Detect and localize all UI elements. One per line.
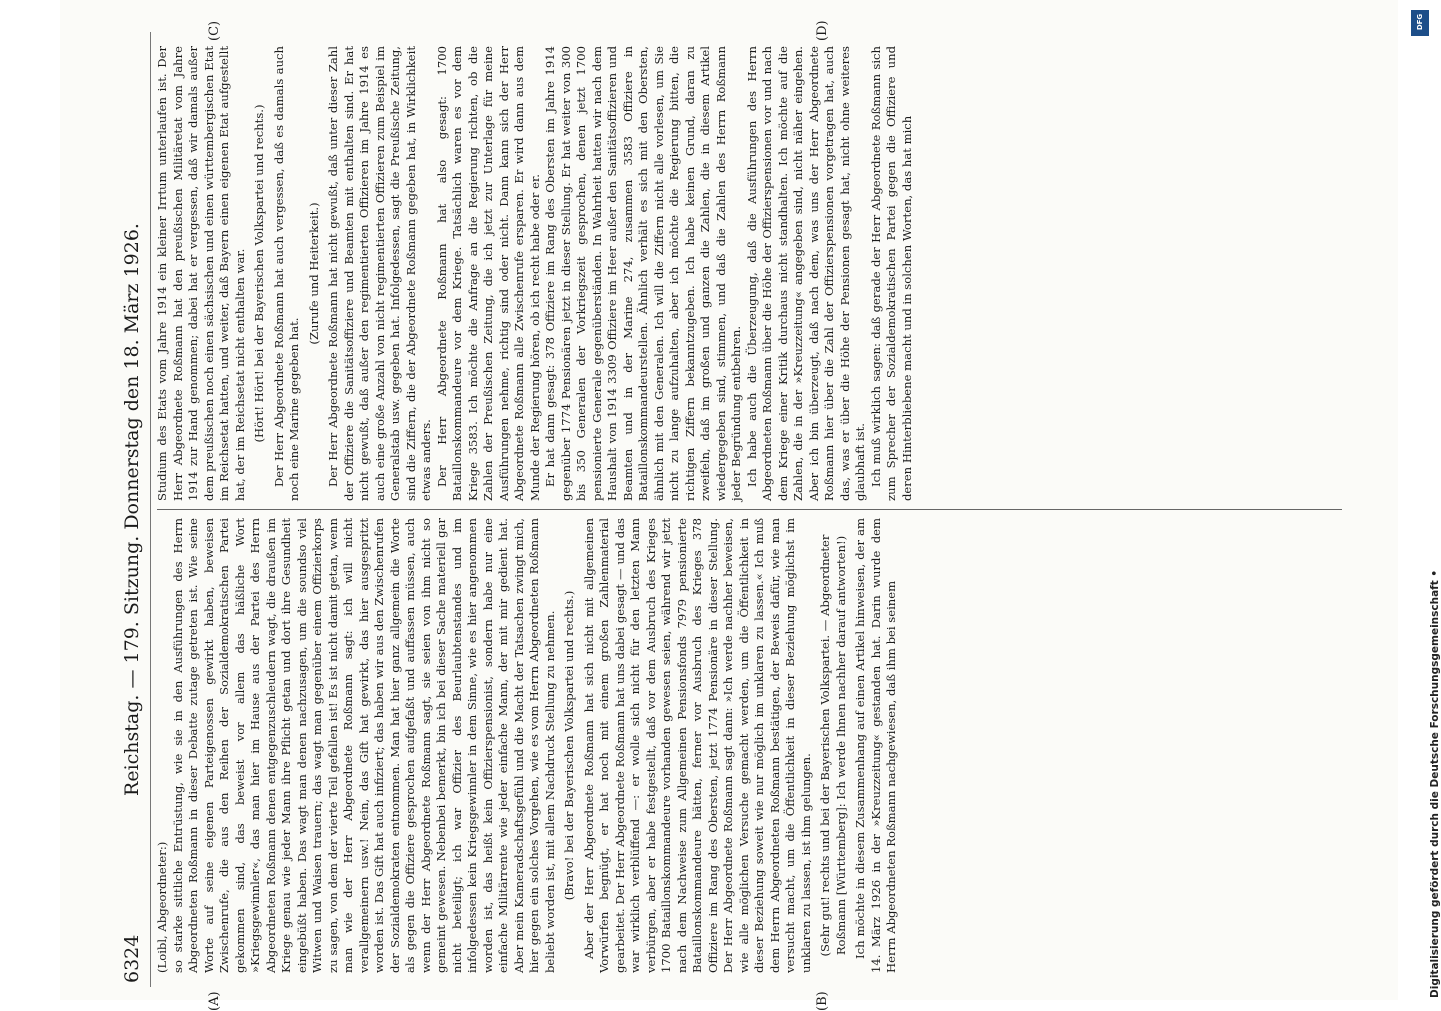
- speaker-line: (Loibl, Abgeordneter:): [155, 841, 169, 973]
- dfg-logo: DFG: [1411, 10, 1429, 36]
- paragraph: Der Herr Abgeordnete Roßmann hat also gesagt: 1700 Bataillonskommandeure vor dem Kriege. Tatsächlich waren es vor dem Kriege 3583. Ich möchte die Anfrage an die Regierung richten, ob die Zahlen der Preußischen Zeitung, die ich jetzt zur Unterlage für meine Ausführungen nehme, richtig sind oder nicht. Dann kann sich der Herr Abgeordnete Roßmann alle Zwischenrufe ersparen. Er wird dann aus dem Munde der Regierung hören, ob ich recht habe oder er.: [434, 46, 542, 501]
- margin-mark-d: (D): [815, 20, 830, 41]
- interjection: (Bravo! bei der Bayerischen Volkspartei und rechts.): [562, 590, 576, 901]
- margin-mark-c: (C): [207, 20, 222, 41]
- page-header: [115, 32, 149, 987]
- margin-mark-b: (B): [815, 991, 830, 1011]
- paragraph: Ich habe auch die Überzeugung, daß die Ausführungen des Herrn Abgeordneten Roßmann über die Höhe der Offizierspensionen vor und nach dem Kriege einer Kritik durchaus nicht standhalten. Ich möchte auf die Zahlen, die in der »Kreuzzeitung« angegeben sind, nicht näher eingehen. Aber ich bin überzeugt, daß nach dem, was uns der Herr Abgeordnete Roßmann hier über die Zahl der Offizierspensionen vorgetragen hat, auch das, was er über die Höhe der Pensionen gesagt hat, nicht ohne weiteres glaubhaft ist.: [744, 46, 867, 501]
- running-title: Reichstag. — 179. Sitzung. Donnerstag den 18. März 1926.: [121, 223, 143, 796]
- paragraph: Studium des Etats vom Jahre 1914 ein kleiner Irrtum unterlaufen ist. Der Herr Abgeordnete Roßmann hat den preußischen Militäretat vom Jahre 1914 zur Hand genommen; dabei hat er vergessen, daß wir damals außer dem preußischen noch einen sächsischen und einen württembergischen Etat im Reichsetat hatten, und weiter, daß Bayern einen eigenen Etat aufgestellt hat, der im Reichsetat nicht enthalten war.: [155, 46, 247, 501]
- paragraph: Aber der Herr Abgeordnete Roßmann hat sich nicht mit allgemeinen Vorwürfen begnügt, er hat noch mit einem großen Zahlenmaterial gearbeitet. Der Herr Abgeordnete Roßmann hat uns dabei gesagt — und das war wirklich verblüffend —: er wolle sich nicht für den letzten Mann verbürgen, aber er habe festgestellt, daß vor dem Ausbruch des Krieges 1700 Bataillonskommandeure vorhanden gewesen seien, während wir jetzt nach dem Nachweise zum Allgemeinen Pensionsfonds 7979 pensionierte Bataillonskommandeure hätten, ferner vor Ausbruch des Krieges 378 Offiziere im Rang des Obersten, jetzt 1774 Pensionäre in dieser Stellung. Der Herr Abgeordnete Roßmann sagt dann: »Ich werde nachher beweisen, wie alle möglichen Versuche gemacht werden, um die Öffentlichkeit in dieser Beziehung soweit wie nur möglich im unklaren zu lassen.« Ich muß dem Herrn Abgeordneten Roßmann bestätigen, der Beweis dafür, wie man versucht macht, um die Öffentlichkeit in dieser Beziehung möglichst im unklaren zu lassen, ist ihm gelungen.: [581, 518, 813, 973]
- paragraph: Er hat dann gesagt: 378 Offiziere im Rang des Obersten im Jahre 1914 gegenüber 1774 Pensionären jetzt in dieser Stellung. Er hat weiter von 300 bis 350 Generalen der Vorkriegszeit gesprochen, denen jetzt 1700 pensionierte Generale gegenüberständen. In Wahrheit hatten wir nach dem Haushalt von 1914 3309 Offiziere im Heer außer den Sanitätsoffizieren und Beamten und in der Marine 274, zusammen 3583 Offiziere in Bataillonskommandeurstellen. Ähnlich verhält es sich mit den Obersten, ähnlich mit den Generalen. Ich will die Ziffern nicht alle vorlesen, um Sie nicht zu lange aufzuhalten, aber ich möchte die Regierung bitten, die richtigen Ziffern bekanntzugeben. Ich habe keinen Grund, daran zu zweifeln, daß im großen und ganzen die Zahlen, die in diesem Artikel wiedergegeben sind, stimmen, und daß die Zahlen des Herrn Roßmann jeder Begründung entbehren.: [543, 46, 743, 501]
- interjection: (Sehr gut! rechts und bei der Bayerischen Volkspartei. — Abgeordneter Roßmann [Württemberg]: Ich werde Ihnen nachher darauf antworten!): [818, 534, 848, 957]
- funding-sidebar: [1405, 0, 1441, 1000]
- paragraph: so starke sittliche Entrüstung, wie sie in den Ausführungen des Herrn Abgeordneten Roßmann in dieser Debatte zutage getreten ist. Wie seine Worte auf seine eigenen Parteigenossen gewirkt haben, beweisen Zwischenrufe, die aus den Reihen der Sozialdemokratischen Partei gekommen sind, das beweist vor allem das häßliche Wort »Kriegsgewinnler«, das man hier im Hause aus der Partei des Herrn Abgeordneten Roßmann denen entgegenzuschleudern wagt, die draußen im Kriege genau wie jeder Mann ihre Pflicht getan und dort ihre Gesundheit eingebüßt haben. Das wagt man denen nachzusagen, um die soundso viel Witwen und Waisen trauern; das wagt man gegenüber einem Offizierkorps zu sagen, von dem der vierte Teil gefallen ist! Es ist nicht damit getan, wenn man wie der Herr Abgeordnete Roßmann sagt: ich will nicht verallgemeinern usw.! Nein, das Gift hat gewirkt, das hier ausgespritzt worden ist. Das Gift hat auch infiziert; das haben wir aus den Zwischenrufen der Sozialdemokraten entnommen. Man hat hier ganz allgemein die Worte als gegen die Offiziere gesprochen aufgefaßt und auffassen müssen, auch wenn der Herr Abgeordnete Roßmann sagt, sie seien von ihm nicht so gemeint gewesen. Nebenbei bemerkt, bin ich bei dieser Sache materiell gar nicht beteiligt; ich war Offizier des Beurlaubtenstandes und im infolgedessen kein Kriegsgewinnler in dem Sinne, wie es hier angenommen worden ist, das heißt kein Offizierspensionist, sondern habe nur eine einfache Militärrente wie jeder einfache Mann, der mit mir gedient hat. Aber mein Kameradschaftsgefühl und die Macht der Tatsachen zwingt mich, hier gegen ein solches Vorgehen, wie es vom Herrn Abgeordneten Roßmann beliebt worden ist, mit allem Nachdruck Stellung zu nehmen.: [170, 518, 557, 973]
- funding-note: Digitalisierung gefördert durch die Deutsche Forschungsgemeinschaft •: [1429, 569, 1441, 998]
- margin-mark-a: (A): [207, 991, 222, 1011]
- header-rule: [150, 32, 151, 987]
- rotated-document-page: [115, 20, 1355, 1011]
- paragraph: Der Herr Abgeordnete Roßmann hat auch vergessen, daß es damals auch noch eine Marine gegeben hat.: [271, 46, 301, 501]
- paragraph: Der Herr Abgeordnete Roßmann hat nicht gewußt, daß unter dieser Zahl der Offiziere die Sanitätsoffiziere und Beamten mit enthalten sind. Er hat nicht gewußt, daß außer den regimentierten Offizieren im Jahre 1914 es auch eine große Anzahl von nicht regimentierten Offizieren zum Beispiel im Generalstab usw. gegeben hat. Infolgedessen, sagt die Preußische Zeitung, sind die Ziffern, die der Abgeordnete Roßmann gegeben hat, in Wirklichkeit etwas anders.: [326, 46, 433, 501]
- left-column: [155, 518, 1345, 973]
- column-divider: [157, 509, 1342, 510]
- page-number: 6324: [121, 934, 143, 983]
- interjection: (Zurufe und Heiterkeit.): [306, 202, 321, 345]
- scanned-page: [60, 0, 1398, 1011]
- right-column: [155, 46, 1345, 501]
- paragraph: Ich muß wirklich sagen: daß gerade der Herr Abgeordnete Roßmann sich zum Sprecher der Sozialdemokratischen Partei gegen die Offiziere und deren Hinterbliebene macht und in solchen Worten, das hat mich: [868, 46, 914, 501]
- paragraph: Ich möchte in diesem Zusammenhang auf einen Artikel hinweisen, der am 14. März 1926 in der »Kreuzzeitung« gestanden hat. Darin wurde dem Herrn Abgeordneten Roßmann nachgewiesen, daß ihm bei seinem: [853, 518, 898, 973]
- interjection: (Hört! Hört! bei der Bayerischen Volkspartei und rechts.): [252, 104, 266, 443]
